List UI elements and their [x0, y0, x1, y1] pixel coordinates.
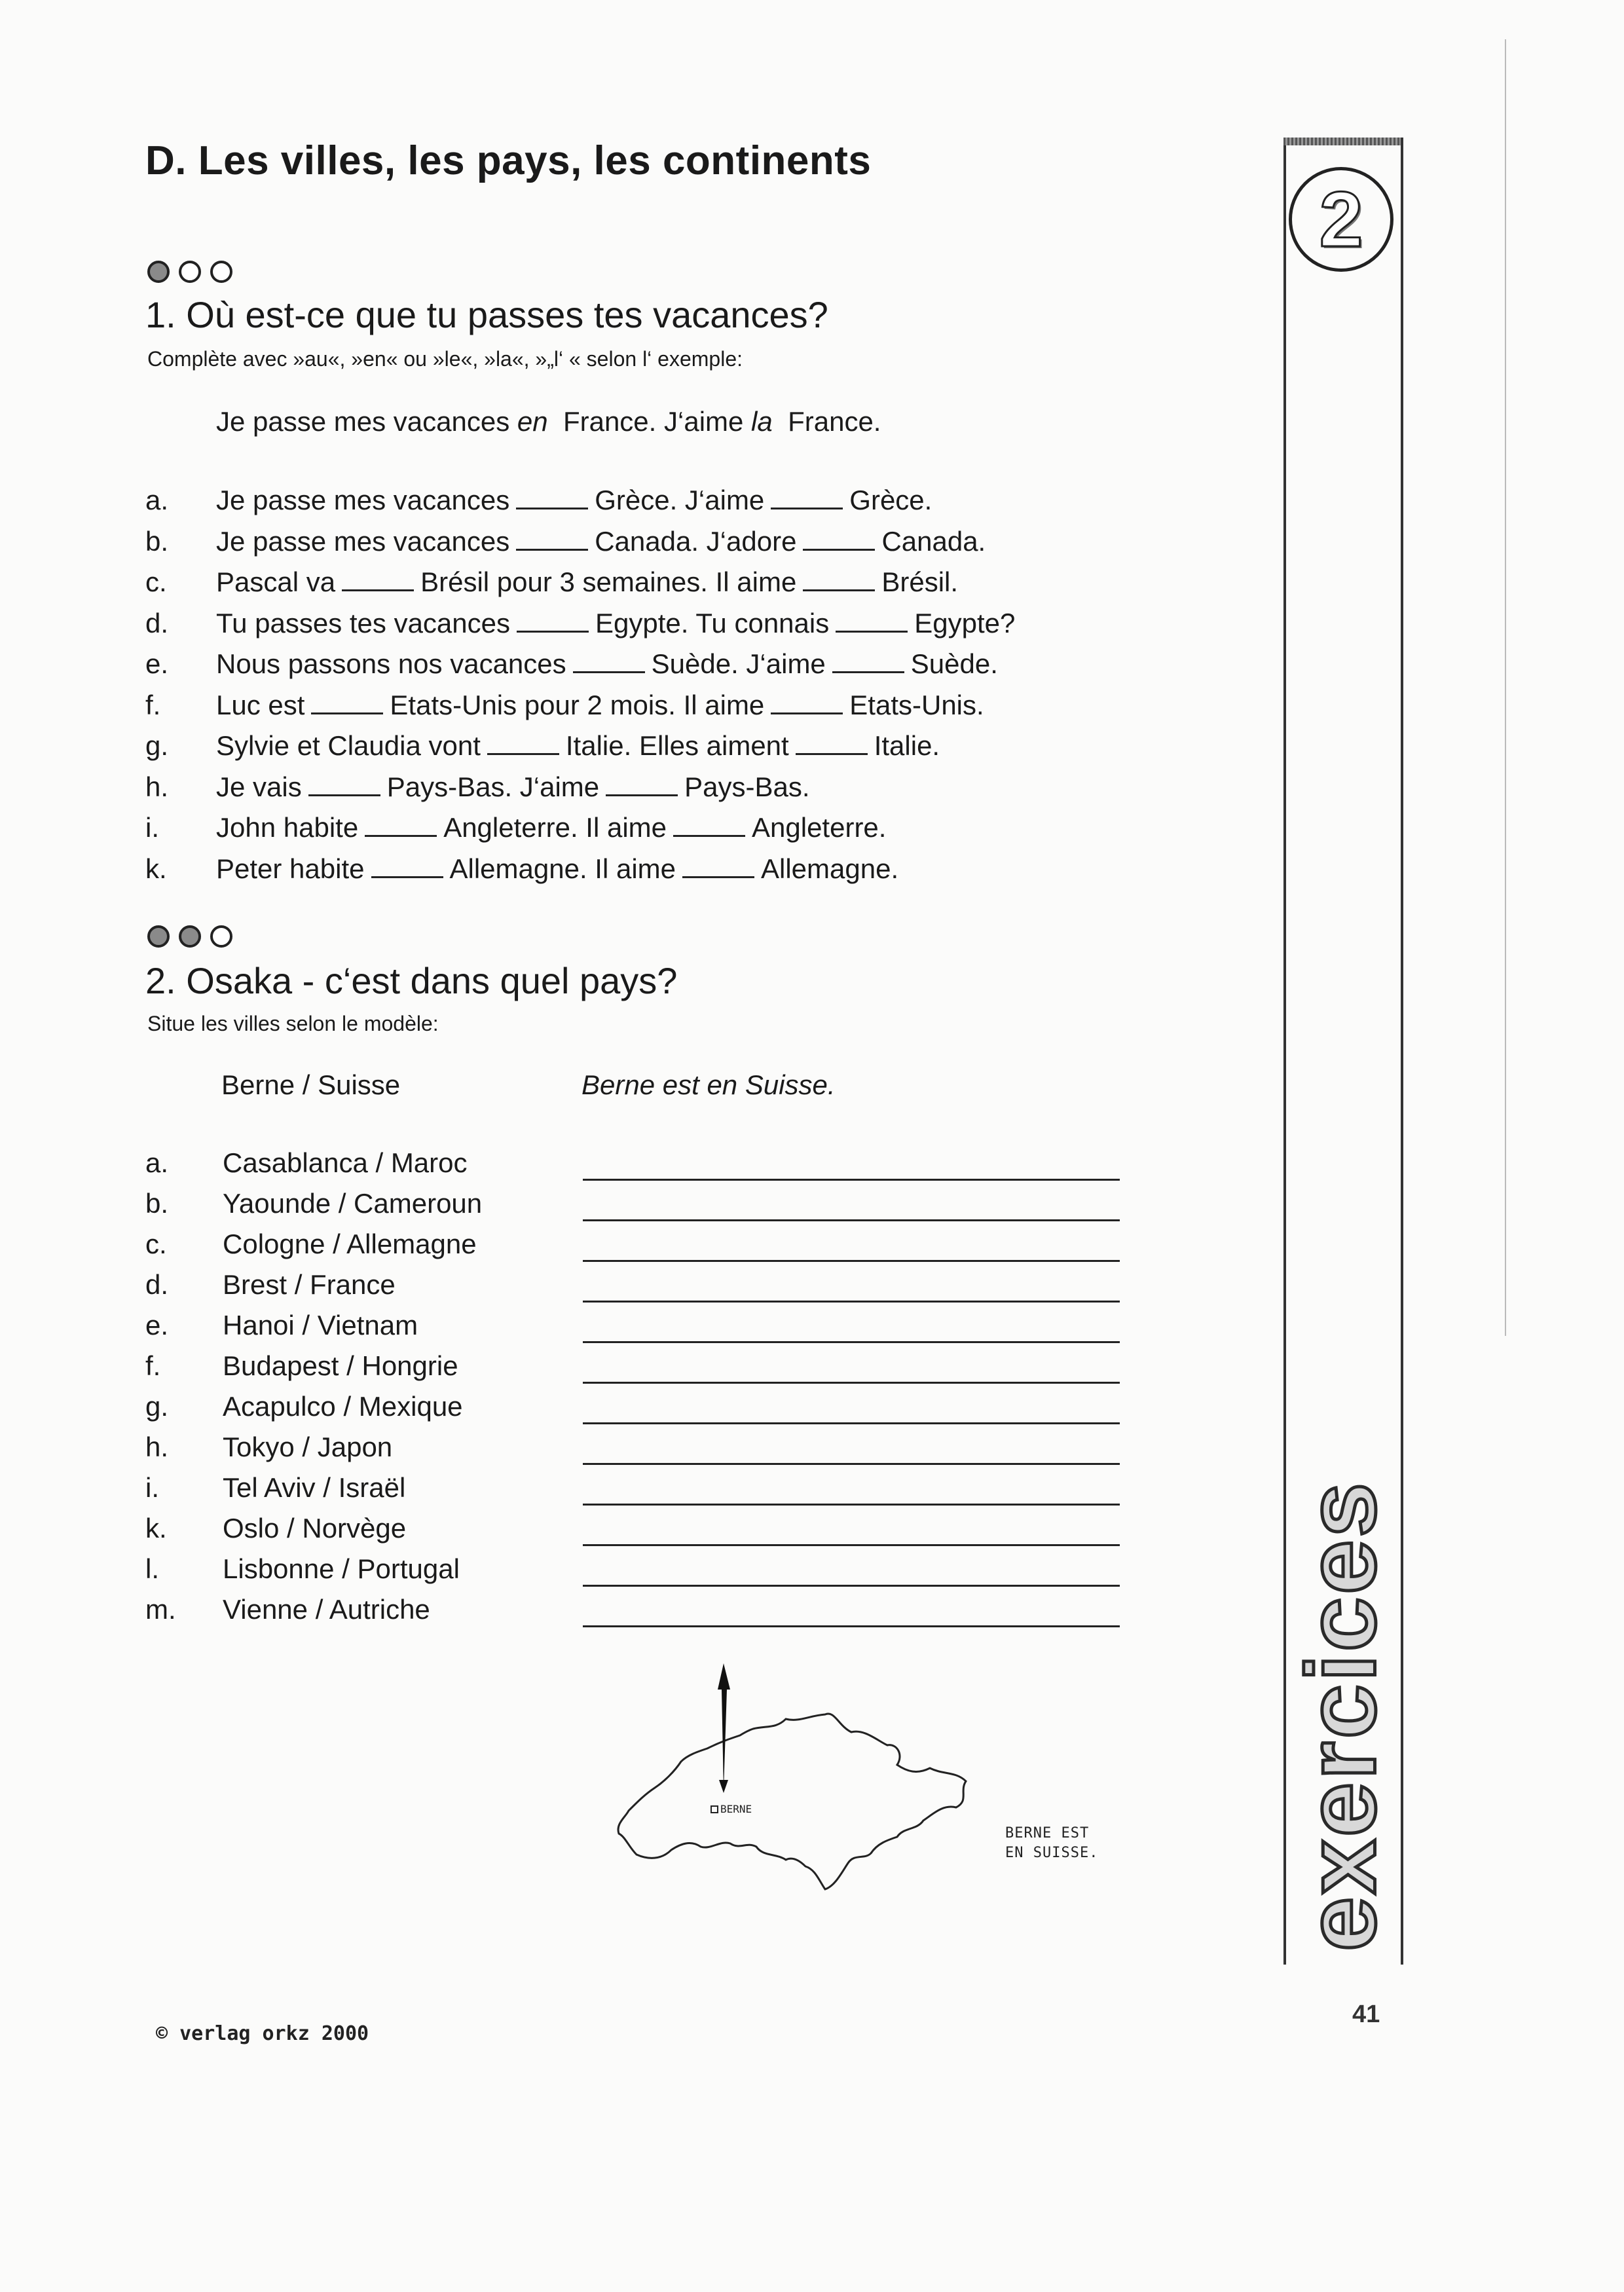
fill-blank-1[interactable] — [371, 875, 443, 878]
sentence-part: Angleterre. — [752, 812, 887, 843]
exercise-1-instruction: Complète avec »au«, »en« ou »le«, »la«, »„l‘ « selon l‘ exemple: — [147, 347, 743, 371]
item-letter: f. — [145, 689, 161, 720]
sidebar-exercices-label: exercices — [1285, 1479, 1396, 1952]
item-letter: f. — [145, 1350, 161, 1381]
sidebar-top-bar — [1283, 138, 1401, 145]
fill-blank-2[interactable] — [606, 793, 678, 796]
sentence-part: Etats-Unis. — [849, 689, 984, 720]
sentence-part: Canada. J‘adore — [595, 525, 797, 557]
exercise-1-heading: 1. Où est-ce que tu passes tes vacances? — [145, 294, 828, 335]
city-country-pair: Budapest / Hongrie — [223, 1350, 458, 1381]
item-letter: a. — [145, 485, 169, 515]
item-sentence — [216, 690, 984, 721]
item-letter: k. — [145, 1513, 167, 1543]
sentence-part: Je vais — [216, 771, 302, 802]
berne-marker — [711, 1806, 718, 1813]
answer-line[interactable] — [583, 1422, 1120, 1424]
city-country-pair: Acapulco / Mexique — [223, 1391, 463, 1422]
item-letter: e. — [145, 648, 169, 679]
difficulty-dot-empty — [210, 261, 232, 283]
sentence-part: Pays-Bas. — [684, 771, 810, 802]
item-sentence — [216, 853, 898, 885]
example-text: Je passe mes vacances — [216, 406, 510, 437]
city-country-pair: Tokyo / Japon — [223, 1432, 393, 1462]
fill-blank-2[interactable] — [836, 629, 908, 633]
answer-line[interactable] — [583, 1463, 1120, 1465]
city-country-pair: Casablanca / Maroc — [223, 1147, 468, 1178]
difficulty-dot-empty — [179, 261, 201, 283]
difficulty-dot-filled — [179, 925, 201, 948]
fill-blank-2[interactable] — [682, 875, 754, 878]
sentence-part: Grèce. J‘aime — [595, 485, 765, 515]
fill-blank-1[interactable] — [308, 793, 380, 796]
sentence-part: Allemagne. Il aime — [449, 853, 676, 884]
item-letter: b. — [145, 1188, 169, 1219]
answer-line[interactable] — [583, 1341, 1120, 1343]
sentence-part: Sylvie et Claudia vont — [216, 730, 481, 761]
sentence-part: Suède. — [910, 648, 998, 679]
item-letter: c. — [145, 1229, 167, 1259]
item-sentence — [216, 608, 1015, 639]
item-sentence — [216, 812, 886, 843]
item-letter: d. — [145, 607, 169, 638]
fill-blank-1[interactable] — [516, 547, 588, 551]
difficulty-indicator-2 — [147, 925, 232, 948]
berne-label: BERNE — [720, 1803, 752, 1815]
city-country-pair: Brest / France — [223, 1269, 396, 1300]
fill-blank-2[interactable] — [832, 670, 904, 673]
item-letter: c. — [145, 566, 167, 597]
fill-blank-1[interactable] — [516, 506, 588, 509]
switzerland-outline — [618, 1714, 966, 1889]
city-country-pair: Vienne / Autriche — [223, 1594, 430, 1625]
item-sentence — [216, 485, 932, 516]
sentence-part: Egypte. Tu connais — [595, 607, 830, 638]
sentence-part: Brésil pour 3 semaines. Il aime — [420, 566, 797, 597]
sentence-part: Etats-Unis pour 2 mois. Il aime — [390, 689, 765, 720]
note-line: BERNE EST — [1005, 1825, 1090, 1841]
example-answer: la — [751, 406, 773, 437]
difficulty-indicator-1 — [147, 261, 232, 283]
sentence-part: Pascal va — [216, 566, 336, 597]
item-letter: b. — [145, 525, 169, 557]
sentence-part: Nous passons nos vacances — [216, 648, 566, 679]
sentence-part: Italie. Elles aiment — [565, 730, 789, 761]
copyright-notice: © verlag orkz 2000 — [156, 2022, 369, 2045]
sentence-part: Brésil. — [881, 566, 959, 597]
page-edge-line — [1505, 39, 1506, 1336]
sentence-part: Canada. — [881, 525, 986, 557]
fill-blank-2[interactable] — [803, 588, 875, 591]
answer-line[interactable] — [583, 1301, 1120, 1303]
answer-line[interactable] — [583, 1544, 1120, 1546]
exercise-1-example — [216, 406, 881, 437]
item-letter: e. — [145, 1310, 169, 1340]
example-answer: en — [517, 406, 548, 437]
fill-blank-1[interactable] — [573, 670, 645, 673]
fill-blank-2[interactable] — [771, 506, 843, 509]
city-country-pair: Oslo / Norvège — [223, 1513, 407, 1543]
example-text: France. — [788, 406, 881, 437]
item-letter: d. — [145, 1269, 169, 1300]
sentence-part: Luc est — [216, 689, 305, 720]
answer-line[interactable] — [583, 1382, 1120, 1384]
fill-blank-1[interactable] — [517, 629, 589, 633]
sentence-part: Suède. J‘aime — [651, 648, 826, 679]
item-letter: h. — [145, 1432, 169, 1462]
answer-line[interactable] — [583, 1585, 1120, 1587]
city-country-pair: Hanoi / Vietnam — [223, 1310, 418, 1340]
item-letter: i. — [145, 1472, 159, 1503]
example-text: France. J‘aime — [563, 406, 744, 437]
sentence-part: Tu passes tes vacances — [216, 607, 510, 638]
fill-blank-2[interactable] — [796, 752, 868, 755]
fill-blank-1[interactable] — [311, 711, 383, 714]
sentence-part: Italie. — [874, 730, 940, 761]
item-sentence — [216, 526, 986, 557]
fill-blank-1[interactable] — [487, 752, 559, 755]
fill-blank-2[interactable] — [803, 547, 875, 551]
pointer-arrow — [718, 1663, 730, 1791]
fill-blank-2[interactable] — [673, 834, 745, 837]
answer-line[interactable] — [583, 1504, 1120, 1506]
item-letter: h. — [145, 771, 169, 802]
difficulty-dot-filled — [147, 261, 170, 283]
city-country-pair: Yaounde / Cameroun — [223, 1188, 483, 1219]
note-line: EN SUISSE. — [1005, 1845, 1099, 1861]
sentence-part: Je passe mes vacances — [216, 525, 510, 557]
sentence-part: John habite — [216, 812, 359, 843]
item-letter: g. — [145, 730, 169, 761]
item-letter: l. — [145, 1553, 159, 1584]
answer-line[interactable] — [583, 1625, 1120, 1627]
sentence-part: Allemagne. — [761, 853, 899, 884]
sentence-part: Pays-Bas. J‘aime — [386, 771, 600, 802]
sentence-part: Grèce. — [849, 485, 932, 515]
answer-line[interactable] — [583, 1260, 1120, 1262]
item-sentence — [216, 648, 998, 680]
exercise-2-example-pair: Berne / Suisse — [221, 1069, 401, 1100]
arrow-head — [719, 1780, 728, 1793]
sentence-part: Angleterre. Il aime — [443, 812, 667, 843]
fill-blank-1[interactable] — [365, 834, 437, 837]
fill-blank-1[interactable] — [342, 588, 414, 591]
difficulty-dot-filled — [147, 925, 170, 948]
item-sentence — [216, 730, 940, 762]
exercise-2-example-answer: Berne est en Suisse. — [581, 1069, 836, 1100]
city-country-pair: Cologne / Allemagne — [223, 1229, 477, 1259]
difficulty-dot-empty — [210, 925, 232, 948]
exercise-2-instruction: Situe les villes selon le modèle: — [147, 1012, 439, 1035]
item-sentence — [216, 566, 958, 598]
section-title: D. Les villes, les pays, les continents — [145, 138, 872, 183]
answer-line[interactable] — [583, 1219, 1120, 1221]
map-handwritten-note — [1005, 1824, 1098, 1863]
sentence-part: Egypte? — [914, 607, 1016, 638]
answer-line[interactable] — [583, 1179, 1120, 1181]
city-country-pair: Lisbonne / Portugal — [223, 1553, 460, 1584]
exercise-2-heading: 2. Osaka - c‘est dans quel pays? — [145, 960, 678, 1001]
sentence-part: Peter habite — [216, 853, 365, 884]
city-country-pair: Tel Aviv / Israël — [223, 1472, 406, 1503]
chapter-number-badge: 2 — [1289, 167, 1393, 272]
switzerland-map — [589, 1663, 995, 1978]
item-letter: k. — [145, 853, 167, 884]
fill-blank-2[interactable] — [771, 711, 843, 714]
sentence-part: Je passe mes vacances — [216, 485, 510, 515]
item-letter: m. — [145, 1594, 176, 1625]
item-sentence — [216, 771, 810, 803]
item-letter: a. — [145, 1147, 169, 1178]
item-letter: g. — [145, 1391, 169, 1422]
page-number: 41 — [1352, 2001, 1380, 2028]
item-letter: i. — [145, 812, 159, 843]
